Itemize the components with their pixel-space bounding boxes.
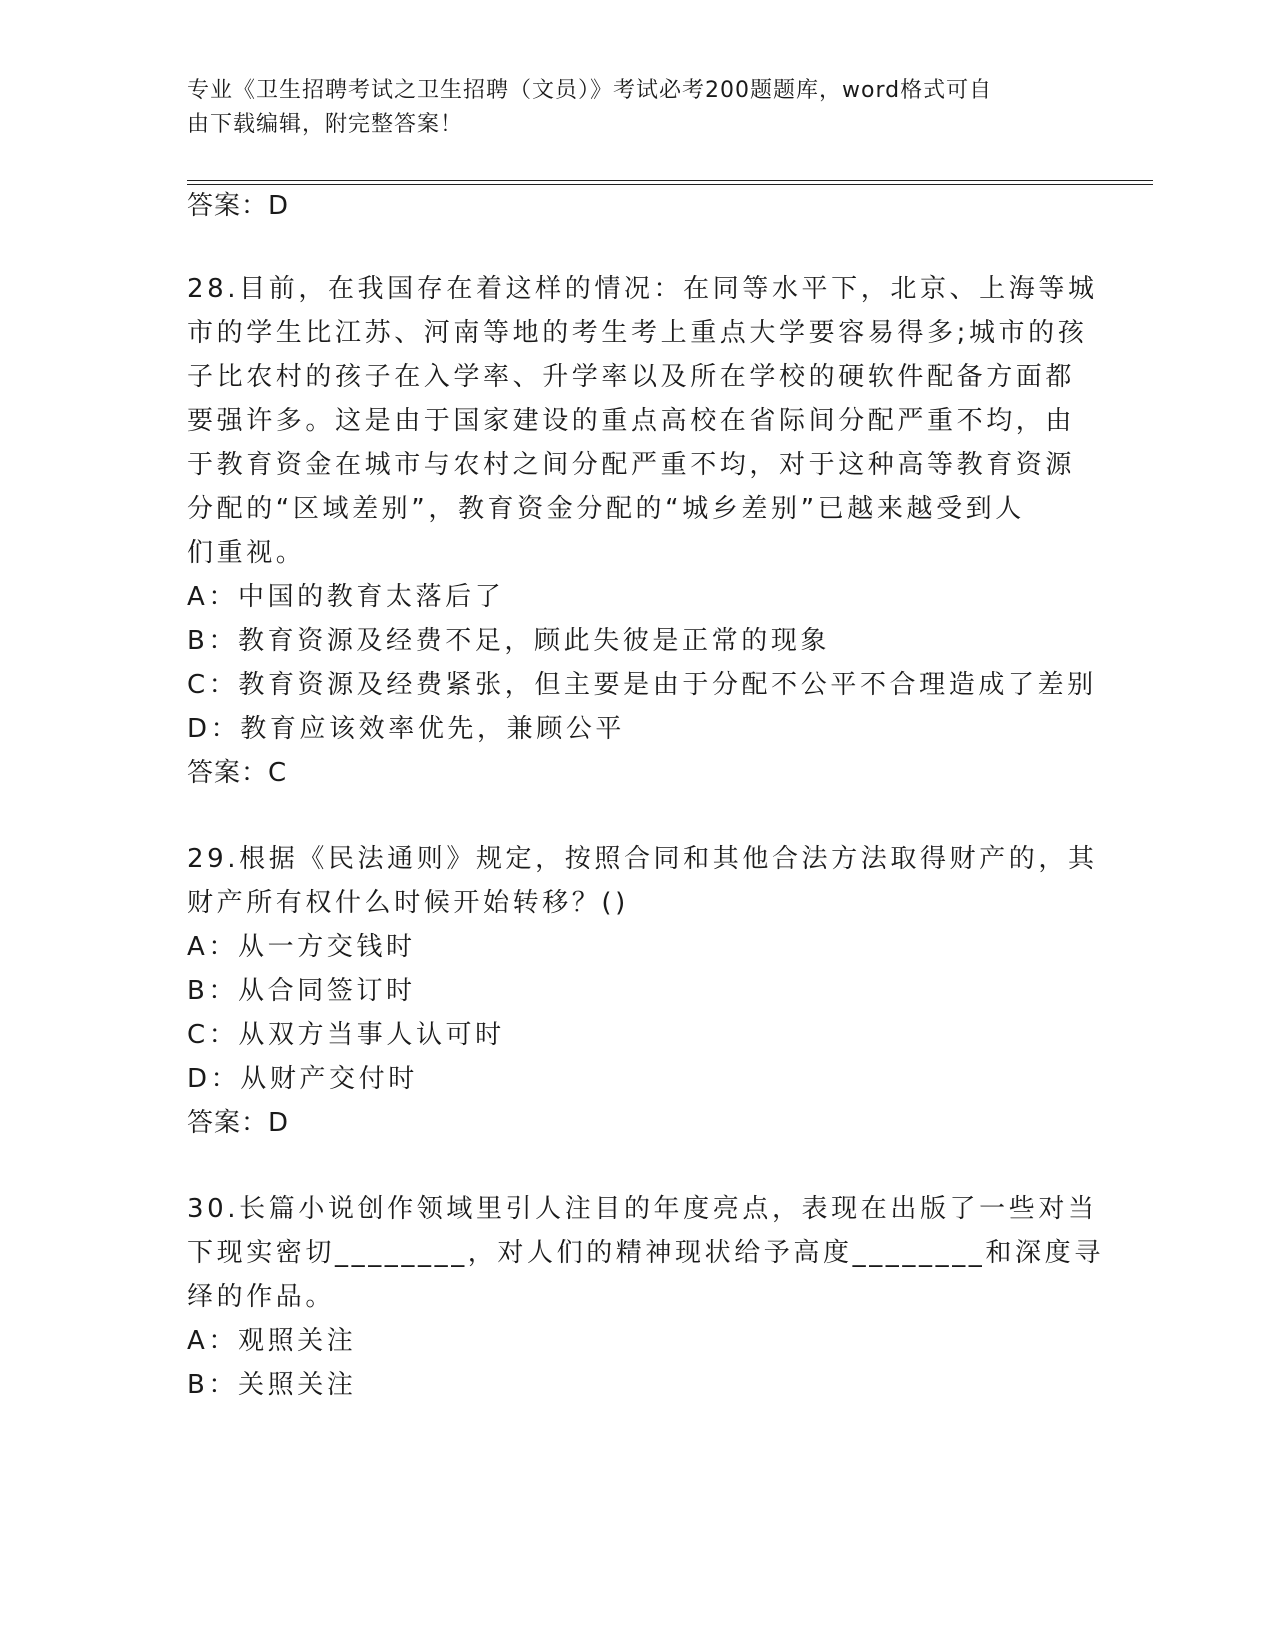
question-28-line-4: 要强许多。这是由于国家建设的重点高校在省际间分配严重不均，由 xyxy=(187,406,1076,436)
header-line-1: 专业《卫生招聘考试之卫生招聘（文员）》考试必考200题题库，word格式可自 xyxy=(187,78,993,103)
question-29-line-2: 财产所有权什么时候开始转移？() xyxy=(187,888,629,918)
previous-answer: 答案：D xyxy=(187,191,290,221)
question-28-line-1: 28.目前，在我国存在着这样的情况：在同等水平下，北京、上海等城 xyxy=(187,274,1098,304)
question-29-option-d: D：从财产交付时 xyxy=(187,1064,418,1094)
header-line-2: 由下载编辑，附完整答案！ xyxy=(187,112,464,137)
question-28-option-c: C：教育资源及经费紧张，但主要是由于分配不公平不合理造成了差别 xyxy=(187,670,1097,700)
question-28-line-7: 们重视。 xyxy=(187,538,306,568)
question-29-option-b: B：从合同签订时 xyxy=(187,976,416,1006)
header-rule-top xyxy=(187,180,1153,181)
question-28-line-2: 市的学生比江苏、河南等地的考生考上重点大学要容易得多;城市的孩 xyxy=(187,318,1088,348)
question-28-option-d: D：教育应该效率优先，兼顾公平 xyxy=(187,714,626,744)
question-28-option-a: A：中国的教育太落后了 xyxy=(187,582,505,612)
question-30-line-2: 下现实密切________，对人们的精神现状给予高度________和深度寻 xyxy=(187,1238,1104,1268)
header-rule-bottom xyxy=(187,184,1153,185)
question-28-line-6: 分配的“区域差别”，教育资金分配的“城乡差别”已越来越受到人 xyxy=(187,494,1025,524)
document-header xyxy=(187,74,1087,142)
question-29-line-1: 29.根据《民法通则》规定，按照合同和其他合法方法取得财产的，其 xyxy=(187,844,1098,874)
question-28-line-3: 子比农村的孩子在入学率、升学率以及所在学校的硬软件配备方面都 xyxy=(187,362,1076,392)
question-30-line-3: 绎的作品。 xyxy=(187,1282,336,1312)
question-28-line-5: 于教育资金在城市与农村之间分配严重不均，对于这种高等教育资源 xyxy=(187,450,1076,480)
question-29-option-a: A：从一方交钱时 xyxy=(187,932,416,962)
question-30-option-a: A：观照关注 xyxy=(187,1326,357,1356)
question-30-line-1: 30.长篇小说创作领域里引人注目的年度亮点，表现在出版了一些对当 xyxy=(187,1194,1098,1224)
question-28-answer: 答案：C xyxy=(187,758,288,788)
question-28-option-b: B：教育资源及经费不足，顾此失彼是正常的现象 xyxy=(187,626,831,656)
question-29-answer: 答案：D xyxy=(187,1108,290,1138)
question-30-option-b: B：关照关注 xyxy=(187,1370,357,1400)
question-29-option-c: C：从双方当事人认可时 xyxy=(187,1020,505,1050)
